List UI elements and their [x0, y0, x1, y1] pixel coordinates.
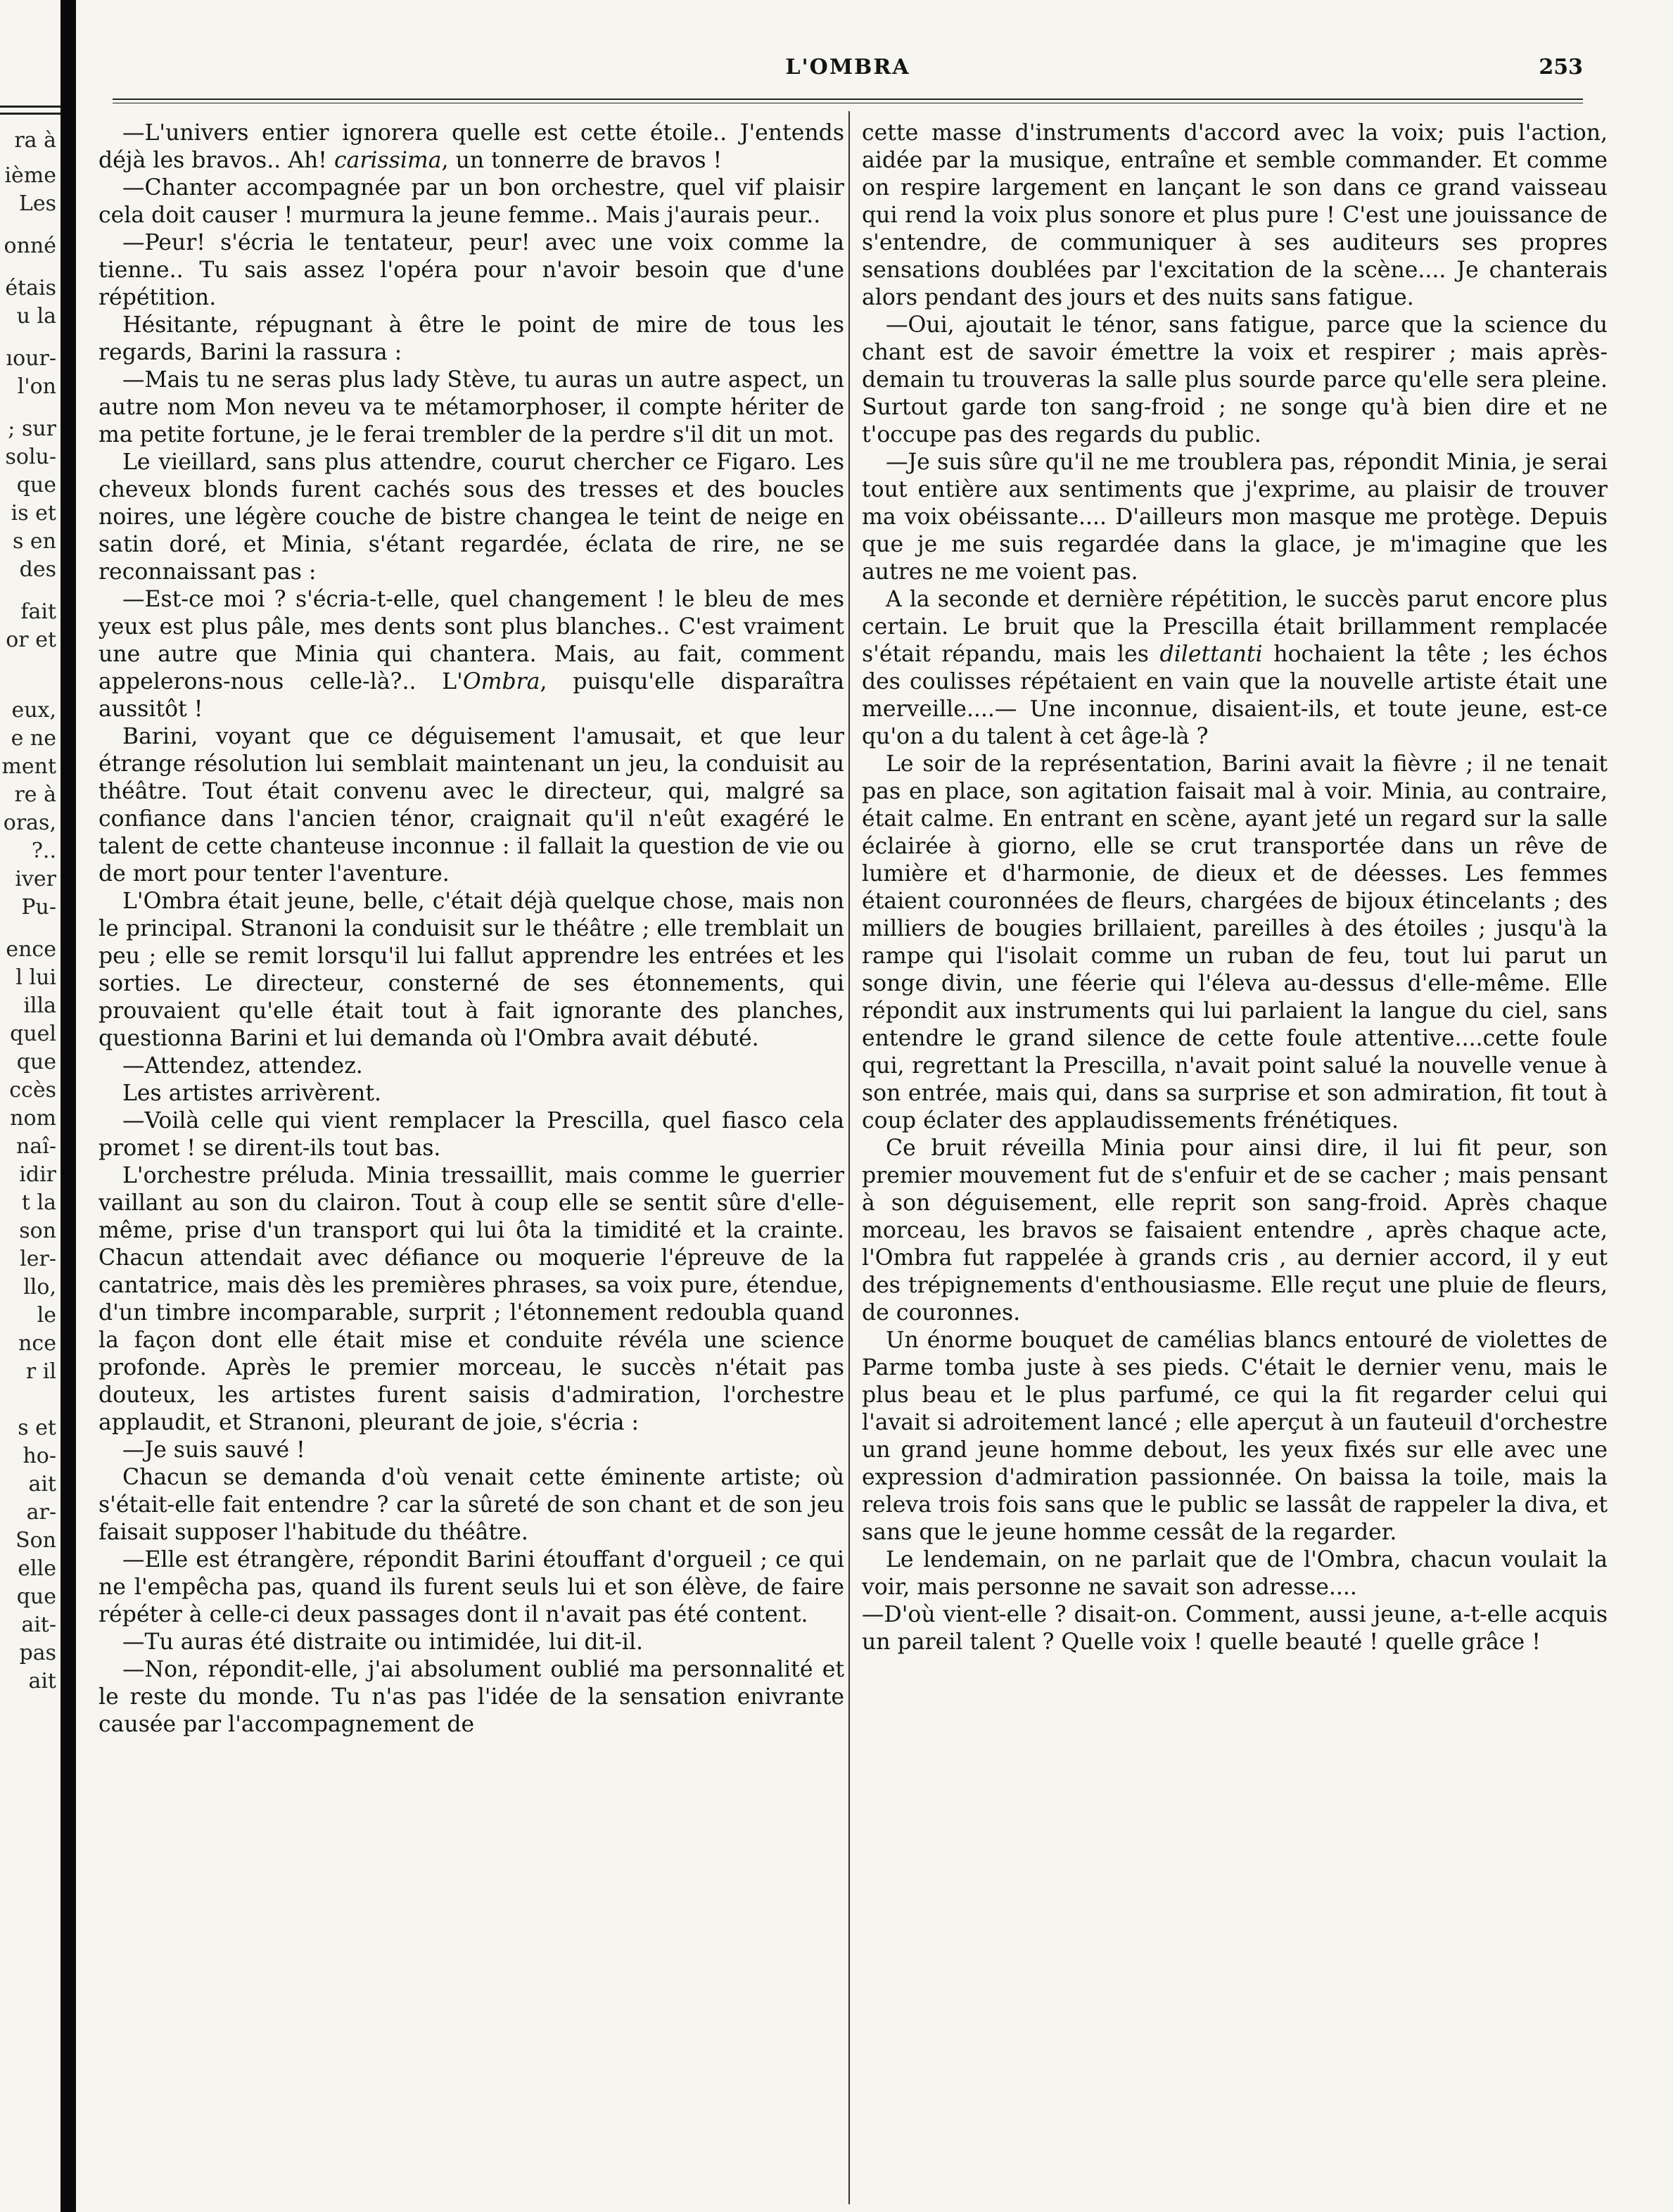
paragraph	[862, 449, 1608, 586]
right-column	[862, 120, 1608, 2202]
paragraph-text: —Je suis sûre qu'il ne me troublera pas, répondit Minia, je serai tout entière aux sentiments que j'exprime, au plaisir de trouver ma voix obéissante.... D'ailleurs mon masque me protège. Depuis que je me suis regardée dans la glace, je m'imagine que les autres ne me voient pas.	[862, 450, 1608, 585]
margin-fragment: ait-	[21, 1613, 56, 1637]
paragraph-text: A la seconde et dernière répétition, le succès parut encore plus certain. Le bruit que la Prescilla était brillamment remplacée s'était répandu, mais les	[862, 587, 1608, 667]
margin-fragment: Pu-	[21, 895, 56, 920]
margin-fragment: or et	[6, 628, 56, 652]
margin-fragment: que	[16, 1584, 56, 1609]
margin-fragment: l'on	[17, 374, 56, 399]
margin-fragment: onné	[4, 234, 56, 258]
paragraph	[98, 1053, 844, 1080]
paragraph	[98, 1464, 844, 1546]
margin-fragment: ment	[1, 754, 56, 779]
margin-fragment: que	[16, 1050, 56, 1074]
paragraph	[862, 1546, 1608, 1601]
margin-fragment: r il	[25, 1359, 56, 1384]
paragraph-text: —Est-ce moi ? s'écria-t-elle, quel changement ! le bleu de mes yeux est plus pâle, mes dents sont plus blanches.. C'est vraiment une autre que Minia qui chantera. Mais, au fait, comment appelerons-nous celle-là?.. L'	[98, 587, 844, 694]
paragraph-text: Barini, voyant que ce déguisement l'amusait, et que leur étrange résolution lui semblait maintenant un jeu, la conduisit au théâtre. Tout était convenu avec le directeur, qui, malgré sa confiance dans l'ancien ténor, craignait qu'il n'eût exagéré le talent de cette chanteuse inconnue : il fallait la question de vie ou de mort pour tenter l'aventure.	[98, 724, 844, 886]
paragraph	[98, 1080, 844, 1107]
margin-fragment: llo,	[23, 1275, 56, 1299]
paragraph	[98, 586, 844, 723]
paragraph-text: Les artistes arrivèrent.	[122, 1081, 382, 1106]
paragraph-text: —Attendez, attendez.	[122, 1053, 363, 1079]
book-spine-shadow	[61, 0, 76, 2212]
header-rule	[113, 98, 1583, 103]
margin-fragment: quel	[10, 1022, 56, 1046]
margin-fragment: ra à	[14, 128, 56, 153]
margin-fragment: idir	[19, 1162, 56, 1187]
running-title: L'OMBRA	[785, 55, 910, 80]
margin-fragment: nom	[10, 1106, 56, 1131]
paragraph	[98, 449, 844, 586]
paragraph	[862, 312, 1608, 449]
paragraph	[98, 367, 844, 449]
paragraph-text: Le vieillard, sans plus attendre, courut chercher ce Figaro. Les cheveux blonds furent cachés sous des tresses et des boucles noires, une légère couche de bistre changea le teint de neige en satin doré, et Minia, s'étant regardée, éclata de rire, ne se reconnaissant pas :	[98, 450, 844, 585]
italic-text: carissima	[333, 148, 442, 173]
margin-fragment: ıour-	[6, 346, 56, 371]
margin-fragment: ence	[6, 937, 56, 962]
paragraph	[98, 1162, 844, 1437]
margin-fragment: pas	[19, 1641, 56, 1665]
paragraph-text: —Mais tu ne seras plus lady Stève, tu auras un autre aspect, un autre nom Mon neveu va te métamorphoser, il compte hériter de ma petite fortune, je le ferai trembler de la perdre s'il dit un mot.	[98, 367, 844, 447]
margin-fragment: t la	[21, 1190, 56, 1215]
margin-fragment: ar-	[26, 1500, 56, 1525]
margin-fragment: ; sur	[8, 417, 56, 441]
paragraph-text: cette masse d'instruments d'accord avec la voix; puis l'action, aidée par la musique, entraîne et semble commander. Et comme on respire largement en lançant le son dans ce grand vaisseau qui rend la voix plus sonore et plus pure ! C'est une jouissance de s'entendre, de communiquer à ses auditeurs ses propres sensations doublées par l'excitation de la scène.... Je chanterais alors pendant des jours et des nuits sans fatigue.	[862, 120, 1608, 310]
margin-fragment: fait	[20, 599, 56, 624]
left-column	[98, 120, 844, 2202]
margin-fragment: ?..	[31, 839, 56, 863]
paragraph	[98, 174, 844, 229]
margin-fragment: illa	[23, 993, 56, 1018]
margin-fragment: e ne	[11, 726, 56, 751]
paragraph-text: , un tonnerre de bravos !	[441, 148, 723, 173]
italic-text: Ombra	[462, 669, 540, 694]
margin-fragment: s et	[18, 1416, 56, 1440]
adjacent-page-margin	[0, 91, 61, 2174]
paragraph	[98, 1437, 844, 1464]
paragraph	[98, 229, 844, 312]
adjacent-page-rule	[0, 113, 61, 115]
margin-fragment: des	[19, 557, 56, 582]
margin-fragment: ait	[28, 1669, 56, 1693]
margin-fragment: is et	[11, 501, 56, 526]
paragraph-text: Le soir de la représentation, Barini avait la fièvre ; il ne tenait pas en place, son agitation faisait mal à voir. Minia, au contraire, était calme. En entrant en scène, ayant jeté un regard sur la salle éclairée à giorno, elle se crut transportée dans un rêve de lumière et d'harmonie, de dieux et de déesses. Les femmes étaient couronnées de fleurs, chargées de bijoux étincelants ; des milliers de bougies brillaient, pareilles à des étoiles ; jusqu'à la rampe qui l'isolait comme un ruban de feu, tout lui parut un songe divin, une féerie qui l'éleva au-dessus d'elle-même. Elle répondit aux instruments qui lui parlaient la langue du ciel, sans entendre le grand silence de cette foule attentive....cette foule qui, regrettant la Prescilla, n'avait point salué la nouvelle venue à son entrée, mais qui, dans sa surprise et son admiration, fit tout à coup éclater des applaudissements frénétiques.	[862, 751, 1608, 1133]
paragraph-text: —Chanter accompagnée par un bon orchestre, quel vif plaisir cela doit causer ! murmura la jeune femme.. Mais j'aurais peur..	[98, 175, 844, 228]
paragraph-text: Ce bruit réveilla Minia pour ainsi dire, il lui fit peur, son premier mouvement fut de s'enfuir et de se cacher ; mais pensant à son déguisement, elle reprit son sang-froid. Après chaque morceau, les bravos se faisaient entendre , après chaque acte, l'Ombra fut rappelée à grands cris , au dernier accord, il y eut des trépignements d'enthousiasme. Elle reçut une pluie de fleurs, de couronnes.	[862, 1136, 1608, 1326]
paragraph	[862, 1327, 1608, 1546]
margin-fragment: ler-	[20, 1247, 56, 1271]
paragraph	[862, 1601, 1608, 1656]
paragraph	[862, 120, 1608, 312]
paragraph-text: —Voilà celle qui vient remplacer la Prescilla, quel fiasco cela promet ! se dirent-ils tout bas.	[98, 1108, 844, 1161]
margin-fragment: Les	[18, 191, 56, 216]
margin-fragment: ccès	[9, 1078, 56, 1102]
paragraph	[98, 1656, 844, 1739]
paragraph	[862, 586, 1608, 751]
paragraph-text: Un énorme bouquet de camélias blancs entouré de violettes de Parme tomba juste à ses pieds. C'était le dernier venu, mais le plus beau et le plus parfumé, ce qui la fit regarder celui qui l'avait si adroitement lancé ; elle aperçut à un fauteuil d'orchestre un grand jeune homme debout, les yeux fixés sur elle avec une expression d'admiration passionnée. On baissa la toile, mais la releva trois fois sans que le public se lassât de rappeler la diva, et sans que le jeune homme cessât de la regarder.	[862, 1328, 1608, 1545]
margin-fragment: s en	[12, 529, 56, 554]
margin-fragment: étais	[5, 276, 56, 300]
italic-text: dilettanti	[1159, 642, 1263, 667]
margin-fragment: son	[19, 1219, 56, 1243]
margin-fragment: re à	[14, 782, 56, 807]
paragraph	[98, 312, 844, 367]
margin-fragment: naî-	[16, 1134, 56, 1159]
margin-fragment: oras,	[3, 811, 56, 835]
margin-fragment: nce	[18, 1331, 56, 1356]
paragraph-text: hochaient la tête ; les échos des coulisses répétaient en vain que la nouvelle artiste était une merveille....— Une inconnue, disaient-ils, et toute jeune, est-ce qu'on a du talent à cet âge-là ?	[862, 642, 1608, 749]
paragraph-text: L'orchestre préluda. Minia tressaillit, mais comme le guerrier vaillant au son du clairon. Tout à coup elle se sentit sûre d'elle-même, prise d'un transport qui lui ôta la timidité et la crainte. Chacun attendait avec défiance ou moquerie l'épreuve de la cantatrice, mais dès les premières phrases, sa voix pure, étendue, d'un timbre incomparable, surprit ; l'étonnement redoubla quand la façon dont elle était mise et conduite révéla une science profonde. Après le premier morceau, le succès n'était pas douteux, les artistes furent saisis d'admiration, l'orchestre applaudit, et Stranoni, pleurant de joie, s'écria :	[98, 1163, 844, 1435]
paragraph	[98, 888, 844, 1053]
column-divider	[848, 111, 850, 2204]
margin-fragment: iver	[15, 867, 56, 891]
paragraph	[862, 751, 1608, 1135]
page-number: 253	[1539, 55, 1583, 80]
paragraph	[98, 1107, 844, 1162]
paragraph-text: —D'où vient-elle ? disait-on. Comment, aussi jeune, a-t-elle acquis un pareil talent ? Quelle voix ! quelle beauté ! quelle grâce !	[862, 1602, 1608, 1655]
paragraph-text: —Tu auras été distraite ou intimidée, lui dit-il.	[122, 1629, 644, 1655]
margin-fragment: ait	[28, 1472, 56, 1496]
margin-fragment: eux,	[11, 698, 56, 723]
margin-fragment: l lui	[15, 965, 56, 990]
paragraph	[98, 723, 844, 888]
paragraph-text: L'Ombra était jeune, belle, c'était déjà quelque chose, mais non le principal. Stranoni la conduisit sur le théâtre ; elle tremblait un peu ; elle se remit lorsqu'il lui fallut apprendre les entrées et les sorties. Le directeur, consterné de ses étonnements, qui prouvaient qu'elle était tout à fait ignorante des planches, questionna Barini et lui demanda où l'Ombra avait débuté.	[98, 889, 844, 1051]
paragraph-text: —Elle est étrangère, répondit Barini étouffant d'orgueil ; ce qui ne l'empêcha pas, quand ils furent seuls lui et son élève, de faire répéter à celle-ci deux passages dont il n'avait pas été content.	[98, 1547, 844, 1627]
margin-fragment: Son	[15, 1528, 56, 1553]
margin-fragment: le	[37, 1303, 56, 1328]
paragraph	[862, 1135, 1608, 1327]
margin-fragment: ième	[4, 163, 56, 188]
margin-fragment: ho-	[23, 1444, 56, 1468]
paragraph-text: Chacun se demanda d'où venait cette éminente artiste; où s'était-elle fait entendre ? car la sûreté de son chant et de son jeu faisait supposer l'habitude du théâtre.	[98, 1465, 844, 1545]
paragraph-text: —Oui, ajoutait le ténor, sans fatigue, parce que la science du chant est de savoir émettre la voix et respirer ; mais après-demain tu trouveras la salle plus sourde parce qu'elle sera pleine. Surtout garde ton sang-froid ; ne songe qu'à bien dire et ne t'occupe pas des regards du public.	[862, 312, 1608, 447]
margin-fragment: que	[16, 473, 56, 497]
paragraph-text: —L'univers entier ignorera quelle est cette étoile.. J'entends déjà les bravos.. Ah!	[98, 120, 844, 173]
margin-fragment: elle	[18, 1556, 56, 1581]
paragraph	[98, 120, 844, 174]
adjacent-page-rule	[0, 106, 61, 108]
paragraph	[98, 1629, 844, 1656]
paragraph	[98, 1546, 844, 1629]
margin-fragment: u la	[16, 304, 56, 329]
paragraph-text: —Peur! s'écria le tentateur, peur! avec une voix comme la tienne.. Tu sais assez l'opéra pour n'avoir besoin que d'une répétition.	[98, 230, 844, 310]
paragraph-text: Le lendemain, on ne parlait que de l'Ombra, chacun voulait la voir, mais personne ne savait son adresse....	[862, 1547, 1608, 1600]
margin-fragment: solu-	[5, 445, 56, 469]
paragraph-text: , puisqu'elle disparaîtra aussitôt !	[98, 669, 844, 722]
page-header	[113, 55, 1583, 97]
paragraph-text: —Je suis sauvé !	[122, 1437, 305, 1463]
paragraph-text: Hésitante, répugnant à être le point de mire de tous les regards, Barini la rassura :	[98, 312, 844, 365]
paragraph-text: —Non, répondit-elle, j'ai absolument oublié ma personnalité et le reste du monde. Tu n'as pas l'idée de la sensation enivrante causée par l'accompagnement de	[98, 1657, 844, 1737]
